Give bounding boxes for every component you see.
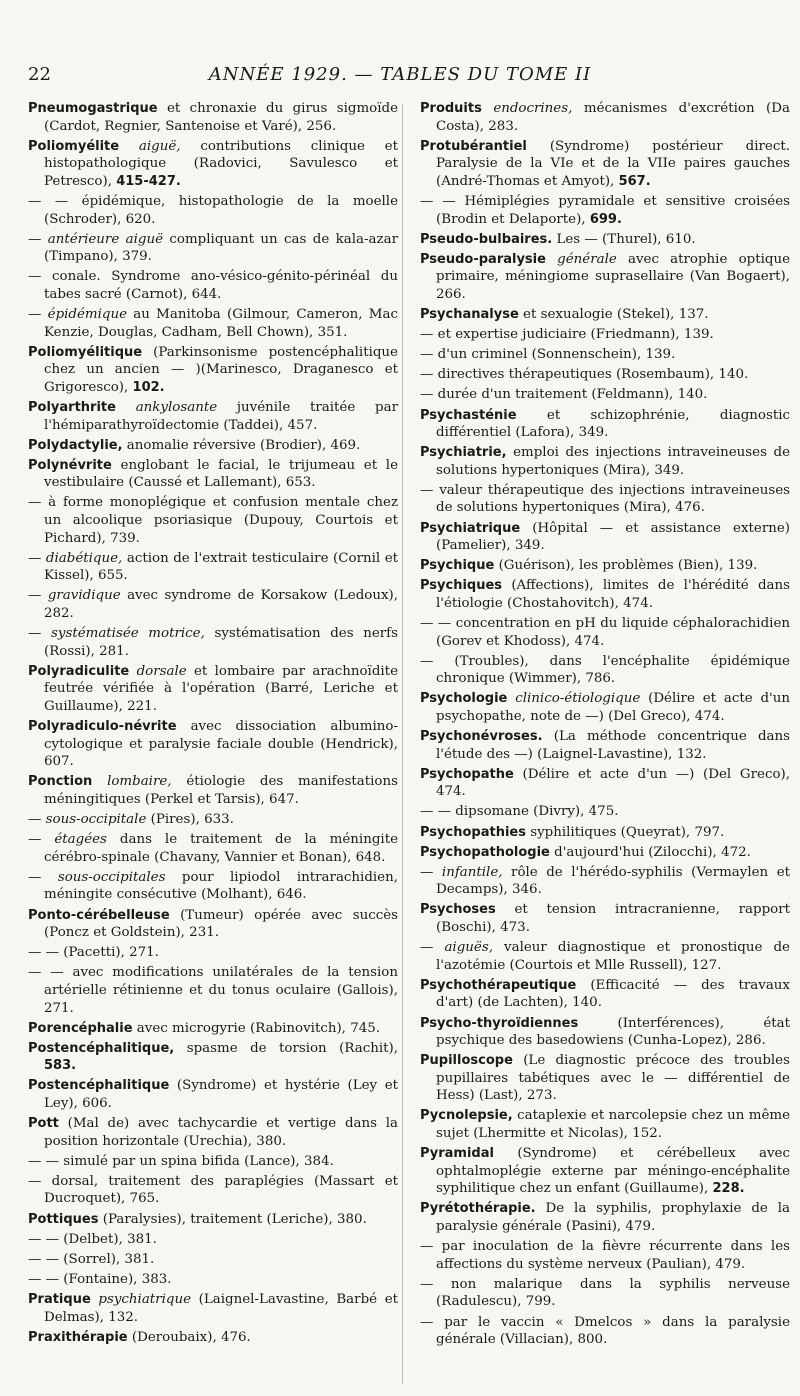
entry-text: — — (Pacetti), 271. xyxy=(28,945,159,961)
entry-text: emploi des injections intraveineuses de solutions hypertoniques (Mira), 349. xyxy=(436,445,790,478)
index-entry xyxy=(420,1015,790,1050)
index-entry xyxy=(28,1211,398,1229)
entry-text: (Délire et acte d'un psychopathe, note de —) (Del Greco), 474. xyxy=(436,691,790,724)
index-entry xyxy=(420,326,790,344)
index-entry xyxy=(28,399,398,434)
entry-italic: lombaire, xyxy=(107,774,172,790)
entry-text: — — (Delbet), 381. xyxy=(28,1231,157,1247)
entry-headword: Psychopathologie xyxy=(420,844,550,860)
entry-headword: Pneumogastrique xyxy=(28,101,158,116)
entry-text: et tension intracranienne, rapport (Boschi), 473. xyxy=(436,902,790,936)
index-entry xyxy=(28,100,398,135)
entry-headword: Polyradiculite xyxy=(28,663,130,679)
entry-italic: — gravidique xyxy=(28,588,121,604)
entry-text: au Manitoba (Gilmour, Cameron, Mac Kenzie, Douglas, Cadham, Bell Chown), 351. xyxy=(44,307,398,340)
index-entry xyxy=(28,1153,398,1171)
entry-italic: ankylosante xyxy=(135,400,218,415)
index-entry xyxy=(28,550,398,585)
entry-italic: clinico-étiologique xyxy=(515,691,641,707)
entry-text: (Interférences), état psychique des basedowiens (Cunha-Lopez), 286. xyxy=(436,1015,790,1049)
entry-headword: Polydactylie, xyxy=(28,437,123,453)
entry-bold-page: 415-427. xyxy=(116,173,181,189)
index-entry xyxy=(28,1291,398,1326)
index-entry xyxy=(420,1107,790,1142)
entry-headword: Postencéphalitique, xyxy=(28,1040,175,1056)
index-entry xyxy=(420,1276,790,1311)
index-entry xyxy=(420,138,790,191)
entry-headword: Psychasténie xyxy=(420,407,517,423)
entry-text: — (Troubles), dans l'encéphalite épidémique chronique (Wimmer), 786. xyxy=(420,653,790,687)
entry-text: Les — (Thurel), 610. xyxy=(556,231,696,247)
index-entry xyxy=(28,663,398,716)
right-column xyxy=(420,100,790,1351)
entry-headword: Psychonévroses. xyxy=(420,729,543,745)
entry-headword: Psychologie xyxy=(420,691,508,707)
entry-headword: Psychiatrie, xyxy=(420,445,507,461)
entry-headword: Postencéphalitique xyxy=(28,1078,170,1094)
index-entry xyxy=(420,1200,790,1235)
entry-text: et lombaire par arachnoïdite feutrée vérifiée à l'opération (Barré, Leriche et Guillaume), 221. xyxy=(44,663,398,714)
index-entry xyxy=(28,1251,398,1269)
entry-italic: psychiatrique xyxy=(98,1291,191,1307)
entry-headword: Psychopathies xyxy=(420,824,526,840)
entry-text: syphilitiques (Queyrat), 797. xyxy=(530,824,725,840)
index-entry xyxy=(28,773,398,808)
entry-headword: Porencéphalie xyxy=(28,1020,133,1036)
index-entry xyxy=(28,907,398,942)
entry-italic: — épidémique xyxy=(28,307,128,323)
index-entry xyxy=(28,1020,398,1038)
index-entry xyxy=(28,1231,398,1249)
entry-text: avec syndrome de Korsakow (Ledoux), 282. xyxy=(44,588,398,622)
entry-headword: Pyramidal xyxy=(420,1146,494,1162)
entry-headword: Pott xyxy=(28,1116,59,1132)
entry-text: et sexualogie (Stekel), 137. xyxy=(523,307,709,323)
index-entry xyxy=(420,864,790,899)
entry-headword: Psychiques xyxy=(420,578,503,594)
entry-text: mécanismes d'excrétion (Da Costa), 283. xyxy=(436,101,790,134)
index-entry xyxy=(420,1238,790,1273)
entry-text: — d'un criminel (Sonnenschein), 139. xyxy=(420,347,676,363)
index-entry xyxy=(420,520,790,555)
entry-bold-page: 583. xyxy=(44,1058,77,1074)
index-entry xyxy=(420,824,790,842)
entry-text: — par le vaccin « Dmelcos » dans la paralysie générale (Villacian), 800. xyxy=(420,1314,790,1348)
entry-text: — — (Fontaine), 383. xyxy=(28,1271,172,1287)
entry-italic: aiguë, xyxy=(138,138,181,154)
entry-text: avec microgyrie (Rabinovitch), 745. xyxy=(136,1020,381,1036)
column-divider xyxy=(402,104,403,1384)
entry-text: (Paralysies), traitement (Leriche), 380. xyxy=(102,1211,367,1227)
index-entry xyxy=(420,231,790,249)
index-entry xyxy=(420,444,790,479)
index-entry xyxy=(420,977,790,1012)
index-entry xyxy=(28,944,398,962)
index-entry xyxy=(420,615,790,650)
index-entry xyxy=(28,831,398,866)
entry-italic: — sous-occipitale xyxy=(28,812,147,828)
index-entry xyxy=(28,268,398,303)
entry-bold-page: 228. xyxy=(712,1181,745,1197)
index-entry xyxy=(28,1173,398,1208)
entry-text: — non malarique dans la syphilis nerveuse (Radulescu), 799. xyxy=(420,1276,790,1310)
entry-text: avec atrophie optique primaire, méningiome suprasellaire (Van Bogaert), 266. xyxy=(436,251,791,302)
entry-headword: Pseudo-bulbaires. xyxy=(420,231,553,247)
index-entry xyxy=(420,1052,790,1105)
entry-text: (Syndrome) postérieur direct. Paralysie de la VIe et de la VIIe paires gauches (André-Thomas et Amyot), xyxy=(436,138,790,189)
index-entry xyxy=(420,482,790,517)
index-entry xyxy=(420,1145,790,1198)
index-entry xyxy=(28,1115,398,1150)
entry-headword: Praxithérapie xyxy=(28,1329,128,1345)
index-entry xyxy=(420,803,790,821)
entry-text: pour lipiodol intrarachidien, méningite consécutive (Molhant), 646. xyxy=(44,869,398,903)
entry-headword: Psychoses xyxy=(420,902,496,918)
entry-text: (Syndrome) et hystérie (Ley et Ley), 606. xyxy=(44,1078,398,1111)
entry-text: De la syphilis, prophylaxie de la paralysie générale (Pasini), 479. xyxy=(436,1201,791,1235)
index-entry xyxy=(420,901,790,936)
entry-italic: générale xyxy=(557,251,617,267)
entry-text: — valeur thérapeutique des injections intraveineuses de solutions hypertoniques (Mira), 476. xyxy=(420,482,790,516)
entry-bold-page: 567. xyxy=(618,173,651,189)
index-entry xyxy=(28,718,398,771)
index-entry xyxy=(28,625,398,660)
entry-bold-page: 699. xyxy=(589,211,622,227)
index-entry xyxy=(420,766,790,801)
entry-text: (Hôpital — et assistance externe) (Pamelier), 349. xyxy=(436,520,790,554)
entry-text: — — dipsomane (Divry), 475. xyxy=(420,804,619,820)
index-entry xyxy=(420,728,790,763)
entry-text: (Tumeur) opérée avec succès (Poncz et Goldstein), 231. xyxy=(44,907,398,941)
entry-text: (Syndrome) et cérébelleux avec ophtalmoplégie externe par méningo-encéphalite syphilitique chez un enfant (Guillaume), xyxy=(436,1146,790,1197)
entry-text: (Délire et acte d'un —) (Del Greco), 474. xyxy=(436,766,790,800)
index-entry xyxy=(28,869,398,904)
index-entry xyxy=(28,306,398,341)
entry-headword: Polyarthrite xyxy=(28,400,116,415)
entry-text: dans le traitement de la méningite cérébro-spinale (Chavany, Vannier et Bonan), 648. xyxy=(44,832,398,865)
index-entry xyxy=(420,306,790,324)
entry-headword: Psycho-thyroïdiennes xyxy=(420,1015,579,1031)
index-entry xyxy=(420,577,790,612)
index-entry xyxy=(28,587,398,622)
entry-text: — — épidémique, histopathologie de la moelle (Schroder), 620. xyxy=(28,193,398,227)
index-entry xyxy=(420,653,790,688)
entry-headword: Pratique xyxy=(28,1291,91,1307)
index-entry xyxy=(420,557,790,575)
page-number: 22 xyxy=(28,64,51,85)
entry-text: (Deroubaix), 476. xyxy=(131,1329,251,1345)
entry-text: — conale. Syndrome ano-vésico-génito-périnéal du tabes sacré (Carnot), 644. xyxy=(28,269,398,302)
entry-headword: Protubérantiel xyxy=(420,138,527,154)
entry-headword: Psychique xyxy=(420,558,495,574)
entry-italic: — diabétique, xyxy=(28,550,123,566)
index-entry xyxy=(420,407,790,442)
entry-text: (Guérison), les problèmes (Bien), 139. xyxy=(498,558,758,574)
index-entry xyxy=(28,457,398,492)
entry-text: (Laignel-Lavastine, Barbé et Delmas), 132. xyxy=(44,1291,398,1325)
entry-text: spasme de torsion (Rachit), xyxy=(186,1040,398,1056)
entry-text: juvénile traitée par l'hémiparathyroïdectomie (Taddei), 457. xyxy=(44,400,398,433)
entry-text: systématisation des nerfs (Rossi), 281. xyxy=(44,626,399,659)
entry-text: (Affections), limites de l'hérédité dans l'étiologie (Chostahovitch), 474. xyxy=(436,578,790,611)
running-title: ANNÉE 1929. — TABLES DU TOME II xyxy=(208,64,592,85)
entry-text: étiologie des manifestations méningitiques (Perkel et Tarsis), 647. xyxy=(44,774,398,807)
entry-italic: — infantile, xyxy=(420,864,503,880)
entry-headword: Polynévrite xyxy=(28,457,112,473)
index-entry xyxy=(28,1271,398,1289)
entry-headword: Pseudo-paralysie xyxy=(420,251,546,267)
entry-text: — dorsal, traitement des paraplégies (Massart et Ducroquet), 765. xyxy=(28,1173,398,1207)
entry-italic: endocrines, xyxy=(493,101,573,116)
entry-bold-page: 102. xyxy=(132,379,165,395)
entry-headword: Psychanalyse xyxy=(420,307,519,323)
entry-headword: Polyradiculo-névrite xyxy=(28,719,177,735)
entry-text: cataplexie et narcolepsie chez un même sujet (Lhermitte et Nicolas), 152. xyxy=(436,1108,790,1142)
entry-text: avec dissociation albumino-cytologique et paralysie faciale double (Hendrick), 607. xyxy=(44,719,398,770)
entry-text: compliquant un cas de kala-azar (Timpano), 379. xyxy=(44,231,398,265)
entry-text: valeur diagnostique et pronostique de l'azotémie (Courtois et Mlle Russell), 127. xyxy=(436,940,790,973)
entry-text: (Pires), 633. xyxy=(150,812,234,828)
entry-italic: — aiguës, xyxy=(420,940,493,956)
index-entry xyxy=(28,1040,398,1075)
entry-headword: Psychothérapeutique xyxy=(420,977,577,993)
index-entry xyxy=(28,1329,398,1347)
entry-headword: Pycnolepsie, xyxy=(420,1108,513,1124)
entry-headword: Psychiatrique xyxy=(420,520,521,536)
entry-text: — et expertise judiciaire (Friedmann), 139. xyxy=(420,327,714,343)
entry-text: d'aujourd'hui (Zilocchi), 472. xyxy=(554,844,751,860)
entry-headword: Ponto-cérébelleuse xyxy=(28,907,170,923)
entry-text: — à forme monoplégique et confusion mentale chez un alcoolique psoriasique (Dupouy, Courtois et Pichard), 739. xyxy=(28,495,398,546)
entry-text: — — simulé par un spina bifida (Lance), 384. xyxy=(28,1153,334,1169)
entry-text: — par inoculation de la fièvre récurrente dans les affections du système nerveux (Paulian), 479. xyxy=(420,1239,790,1272)
index-entry xyxy=(420,193,790,228)
index-entry xyxy=(28,437,398,455)
entry-headword: Pupilloscope xyxy=(420,1053,513,1069)
index-entry xyxy=(28,193,398,228)
entry-text: — — (Sorrel), 381. xyxy=(28,1251,155,1267)
entry-text: rôle de l'hérédo-syphilis (Vermaylen et Decamps), 346. xyxy=(436,864,791,898)
entry-text: — durée d'un traitement (Feldmann), 140. xyxy=(420,387,708,403)
entry-italic: dorsale xyxy=(136,663,187,679)
index-entry xyxy=(420,939,790,974)
entry-headword: Poliomyélite xyxy=(28,138,120,154)
index-entry xyxy=(28,964,398,1017)
index-entry xyxy=(420,1314,790,1349)
entry-text: (La méthode concentrique dans l'étude des —) (Laignel-Lavastine), 132. xyxy=(436,729,790,762)
index-entry xyxy=(420,386,790,404)
entry-text: et schizophrénie, diagnostic différentiel (Lafora), 349. xyxy=(436,407,790,441)
index-entry xyxy=(420,844,790,862)
entry-italic: — étagées xyxy=(28,832,107,848)
entry-headword: Pottiques xyxy=(28,1211,99,1227)
index-entry xyxy=(420,346,790,364)
entry-text: — directives thérapeutiques (Rosembaum), 140. xyxy=(420,367,749,383)
index-entry xyxy=(420,251,790,304)
left-column xyxy=(28,100,398,1349)
index-entry xyxy=(28,231,398,266)
entry-text: (Le diagnostic précoce des troubles pupillaires tabétiques avec le — différentiel de Hess) (Last), 273. xyxy=(436,1053,790,1104)
index-entry xyxy=(420,690,790,725)
entry-text: contributions clinique et histopathologique (Radovici, Savulesco et Petresco), xyxy=(44,138,398,189)
entry-headword: Pyrétothérapie. xyxy=(420,1201,536,1217)
page-header xyxy=(0,64,800,88)
entry-text: (Mal de) avec tachycardie et vertige dans la position horizontale (Urechia), 380. xyxy=(44,1116,398,1149)
index-entry xyxy=(420,100,790,135)
entry-headword: Poliomyélitique xyxy=(28,344,143,360)
entry-text: — — Hémiplégies pyramidale et sensitive croisées (Brodin et Delaporte), xyxy=(420,193,790,227)
index-entry xyxy=(420,366,790,384)
index-entry xyxy=(28,1077,398,1112)
entry-text: anomalie réversive (Brodier), 469. xyxy=(126,437,361,453)
entry-text: et chronaxie du girus sigmoïde (Cardot, Regnier, Santenoise et Varé), 256. xyxy=(44,101,398,134)
entry-text: — — avec modifications unilatérales de la tension artérielle rétinienne et du tonus oculaire (Gallois), 271. xyxy=(28,965,398,1016)
entry-headword: Psychopathe xyxy=(420,766,514,782)
entry-headword: Produits xyxy=(420,101,482,116)
entry-text: — — concentration en pH du liquide céphalorachidien (Gorev et Khodoss), 474. xyxy=(420,616,790,649)
index-entry xyxy=(28,138,398,191)
index-entry xyxy=(28,494,398,547)
index-entry xyxy=(28,344,398,397)
entry-text: (Parkinsonisme postencéphalitique chez un ancien — )(Marinesco, Draganesco et Grigoresco), xyxy=(44,344,398,395)
entry-text: englobant le facial, le trijumeau et le vestibulaire (Caussé et Lallemant), 653. xyxy=(44,457,398,491)
entry-text: action de l'extrait testiculaire (Cornil et Kissel), 655. xyxy=(44,550,399,584)
entry-italic: — antérieure aiguë xyxy=(28,231,164,247)
entry-text: (Efficacité — des travaux d'art) (de Lachten), 140. xyxy=(436,977,790,1011)
entry-headword: Ponction xyxy=(28,774,93,790)
index-entry xyxy=(28,811,398,829)
entry-italic: — systématisée motrice, xyxy=(28,626,205,642)
entry-italic: — sous-occipitales xyxy=(28,869,166,885)
